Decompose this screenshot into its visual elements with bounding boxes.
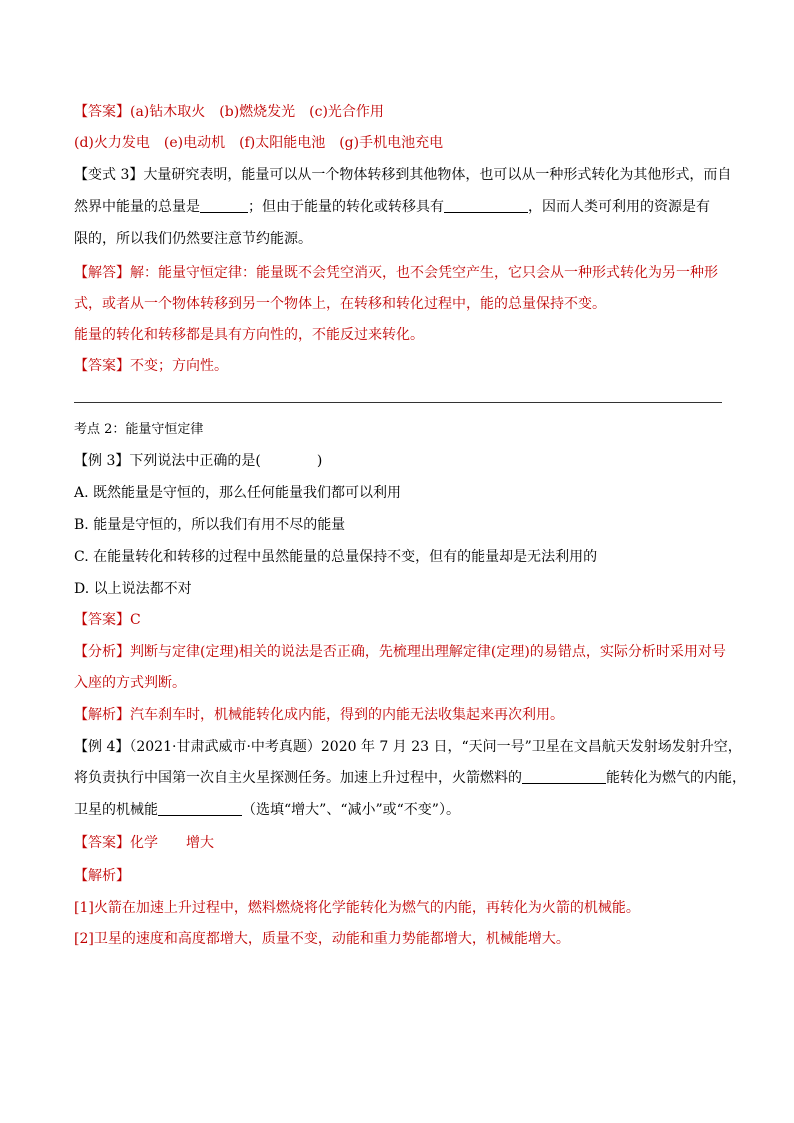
example4-tag: 【例 4】 xyxy=(74,739,130,755)
example3-analysis-line-2 xyxy=(74,673,722,693)
example4-explain-1 xyxy=(74,898,722,918)
example4-text: 能转化为燃气的内能， xyxy=(606,770,746,786)
solution-text: 能量的转化和转移都是具有方向性的，不能反过来转化。 xyxy=(74,327,424,343)
variant3-line-3 xyxy=(74,229,722,249)
example3-question-text: 下列说法中正确的是( xyxy=(129,453,261,469)
variant3-line-1 xyxy=(74,165,732,185)
analysis-tag: 【分析】 xyxy=(74,644,130,660)
example3-analysis-line-1 xyxy=(74,642,726,662)
option-b xyxy=(74,515,722,535)
answer-tag: 【答案】 xyxy=(74,835,130,851)
fill-blank xyxy=(522,769,606,784)
option-c xyxy=(74,547,722,567)
option-text: B. 能量是守恒的，所以我们有用不尽的能量 xyxy=(74,517,346,533)
answer-text: 增大 xyxy=(186,835,214,851)
example4-answer xyxy=(74,833,722,853)
analysis-text: 判断与定律(定理)相关的说法是否正确，先梳理出理解定律(定理)的易错点，实际分析时采用对号 xyxy=(130,644,726,660)
answer-tag: 【答案】 xyxy=(74,104,130,120)
example3-answer xyxy=(74,610,722,630)
solution-text: 式，或者从一个物体转移到另一个物体上，在转移和转化过程中，能的总量保持不变。 xyxy=(74,296,606,312)
answer-line-1 xyxy=(74,102,722,122)
solution-line-2 xyxy=(74,294,722,314)
example4-line-1 xyxy=(74,737,742,757)
example4-text: 卫星的机械能 xyxy=(74,802,158,818)
variant3-text: ；但由于能量的转化或转移具有 xyxy=(248,199,444,215)
variant3-text: 然界中能量的总量是 xyxy=(74,199,200,215)
example3-explain xyxy=(74,705,722,725)
variant3-tag: 【变式 3】 xyxy=(74,167,144,183)
option-d xyxy=(74,579,722,599)
answer-text: (a)钻木取火 (b)燃烧发光 (c)光合作用 xyxy=(130,104,384,120)
section-title xyxy=(74,420,722,440)
option-text: C. 在能量转化和转移的过程中虽然能量的总量保持不变，但有的能量却是无法利用的 xyxy=(74,549,598,565)
solution-line-1 xyxy=(74,263,722,283)
explain-tag: 【解析】 xyxy=(74,868,130,884)
option-text: A. 既然能量是守恒的，那么任何能量我们都可以利用 xyxy=(74,485,402,501)
example4-line-3 xyxy=(74,800,722,820)
solution-line-3 xyxy=(74,325,722,345)
answer-tag: 【答案】 xyxy=(74,612,130,628)
example4-explain-2 xyxy=(74,929,722,949)
section-divider xyxy=(74,402,722,403)
solution-tag: 【解答】 xyxy=(74,265,130,281)
analysis-text: 入座的方式判断。 xyxy=(74,675,186,691)
answer-line-2 xyxy=(74,133,722,153)
example4-text: （2021·甘肃武威市·中考真题）2020 年 7 月 23 日，“天问一号”卫星在文昌航天发射场发射升空， xyxy=(129,739,742,755)
option-text: D. 以上说法都不对 xyxy=(74,581,192,597)
variant3-text: 大量研究表明，能量可以从一个物体转移到其他物体，也可以从一种形式转化为其他形式，而自 xyxy=(143,167,732,183)
explain-text: [2]卫星的速度和高度都增大，质量不变，动能和重力势能都增大，机械能增大。 xyxy=(74,931,570,947)
answer-text: (d)火力发电 (e)电动机 (f)太阳能电池 (g)手机电池充电 xyxy=(74,135,444,151)
example3-question xyxy=(74,451,722,471)
answer-text: 不变；方向性。 xyxy=(130,358,228,374)
example3-question-end: ) xyxy=(316,453,323,469)
fill-blank xyxy=(158,801,242,816)
variant3-text: ，因而人类可利用的资源是有 xyxy=(528,199,710,215)
example3-tag: 【例 3】 xyxy=(74,453,130,469)
variant3-line-2 xyxy=(74,197,722,217)
example4-text: （选填“增大”、“减小”或“不变”）。 xyxy=(242,802,460,818)
solution-text: 解：能量守恒定律：能量既不会凭空消灭，也不会凭空产生，它只会从一种形式转化为另一种形 xyxy=(130,265,718,281)
answer-tag: 【答案】 xyxy=(74,358,130,374)
example4-line-2 xyxy=(74,768,746,788)
variant3-text: 限的，所以我们仍然要注意节约能源。 xyxy=(74,231,312,247)
explain-tag: 【解析】 xyxy=(74,707,130,723)
answer-text: C xyxy=(130,612,141,628)
section-title-text: 考点 2：能量守恒定律 xyxy=(74,422,204,437)
example4-explain-tag xyxy=(74,866,722,886)
answer-text: 化学 xyxy=(130,835,158,851)
fill-blank xyxy=(444,198,528,213)
fill-blank xyxy=(200,198,248,213)
explain-text: 汽车刹车时，机械能转化成内能，得到的内能无法收集起来再次利用。 xyxy=(130,707,564,723)
option-a xyxy=(74,483,722,503)
answer3-line xyxy=(74,356,722,376)
example4-text: 将负责执行中国第一次自主火星探测任务。加速上升过程中，火箭燃料的 xyxy=(74,770,522,786)
explain-text: [1]火箭在加速上升过程中，燃料燃烧将化学能转化为燃气的内能，再转化为火箭的机械能。 xyxy=(74,900,640,916)
